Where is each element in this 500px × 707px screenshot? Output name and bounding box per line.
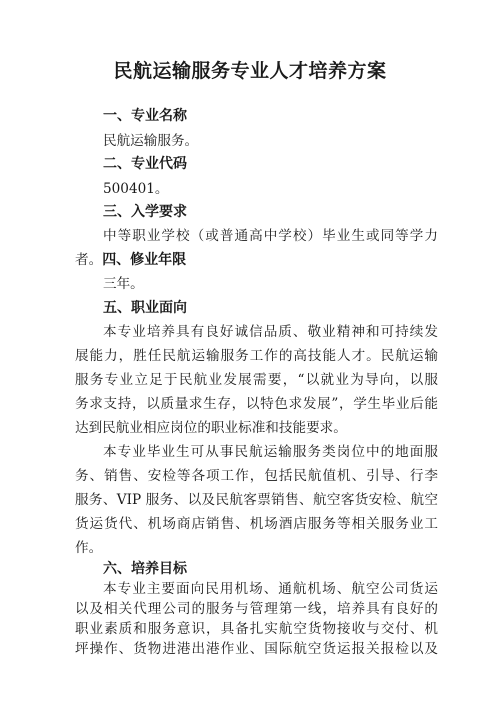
paragraph-line: 作。: [75, 540, 103, 556]
section-heading-major-name: 一、专业名称: [103, 108, 187, 124]
paragraph-line: 职业素质和服务意识，具备扎实航空货物接收与交付、机: [75, 621, 438, 637]
section-body-admission-end: 者。: [75, 252, 103, 268]
paragraph-line: 本专业毕业生可从事民航运输服务类岗位中的地面服: [103, 444, 438, 460]
paragraph-line: 货运货代、机场商店销售、机场酒店服务等相关服务业工: [75, 516, 438, 532]
paragraph-line: 服务专业立足于民航业发展需要，“以就业为导向，以服: [75, 372, 438, 388]
section-body-admission-line: 中等职业学校（或普通高中学校）毕业生或同等学力: [103, 228, 438, 244]
paragraph-line: 服务、VIP 服务、以及民航客票销售、航空客货安检、航空: [75, 492, 438, 508]
section-heading-major-code: 二、专业代码: [103, 156, 187, 172]
section-body-duration: 三年。: [103, 276, 144, 292]
paragraph-line: 务求支持，以质量求生存，以特色求发展”，学生毕业后能: [75, 396, 438, 412]
paragraph-line: 务、销售、安检等各项工作，包括民航值机、引导、行李: [75, 468, 438, 484]
section-body-major-name: 民航运输服务。: [103, 133, 199, 149]
section-body-major-code: 500401。: [103, 181, 169, 197]
section-heading-career: 五、职业面向: [103, 300, 187, 316]
section-heading-duration: 四、修业年限: [102, 252, 187, 268]
paragraph-line: 坪操作、货物进港出港作业、国际航空货运报关报检以及: [75, 641, 438, 657]
paragraph-line: 达到民航业相应岗位的职业标准和技能要求。: [75, 420, 347, 436]
paragraph-line: 展能力，胜任民航运输服务工作的高技能人才。民航运输: [75, 348, 438, 364]
paragraph-line: 以及相关代理公司的服务与管理第一线，培养具有良好的: [75, 601, 438, 617]
paragraph-line: [75, 250, 186, 270]
section-heading-admission: 三、入学要求: [103, 204, 187, 220]
paragraph-line: 本专业主要面向民用机场、通航机场、航空公司货运: [103, 581, 438, 597]
section-heading-objectives: 六、培养目标: [103, 561, 187, 577]
paragraph-line: 本专业培养具有良好诚信品质、敬业精神和可持续发: [103, 324, 438, 340]
document-title: 民航运输服务专业人才培养方案: [113, 60, 387, 82]
